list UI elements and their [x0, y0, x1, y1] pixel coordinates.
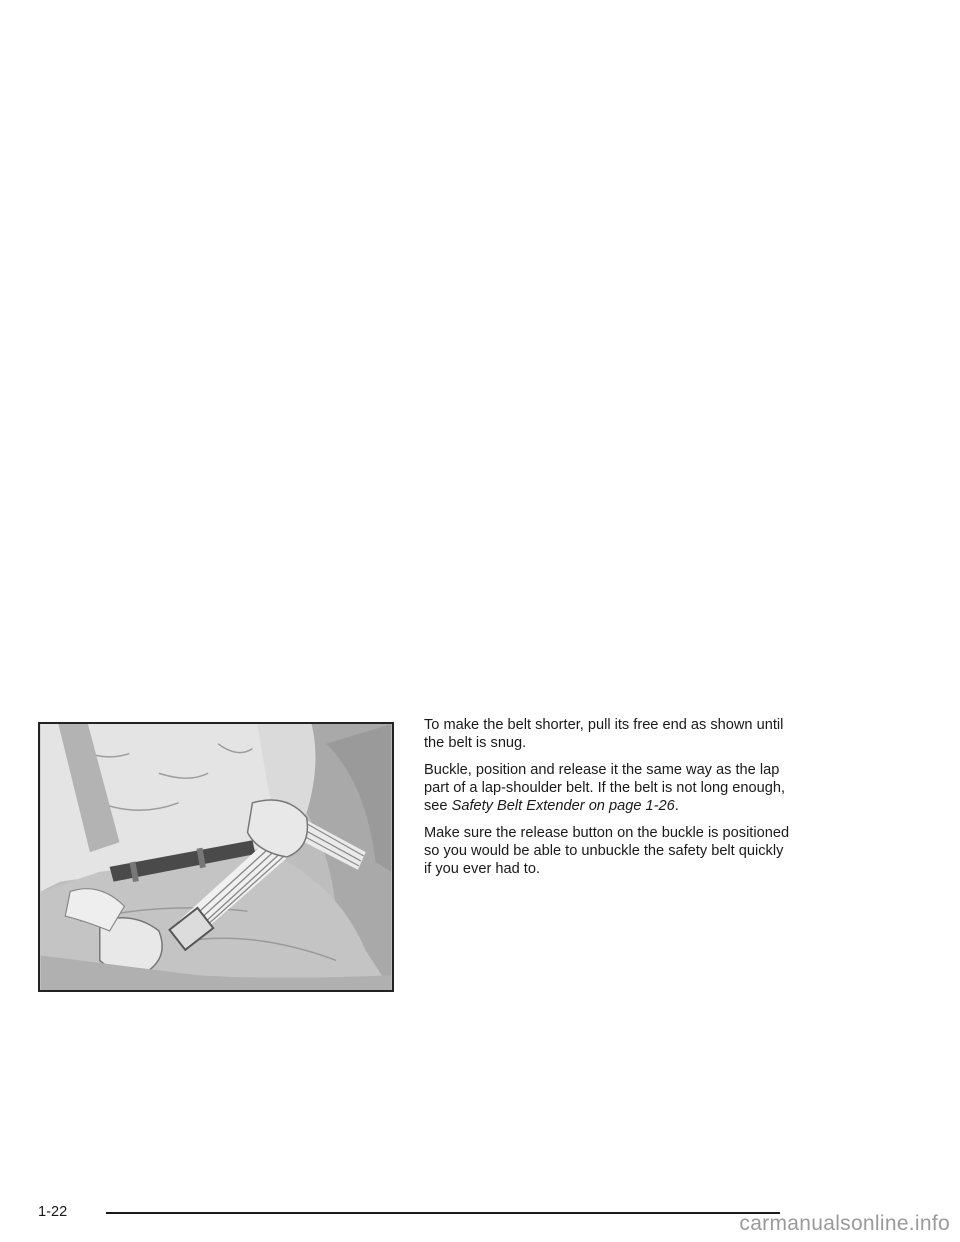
paragraph-buckle-text: Buckle, position and release it the same way as the lap part of a lap-shoulder belt. If the belt is not long enough, see	[424, 762, 786, 814]
watermark: carmanualsonline.info	[739, 1212, 950, 1235]
safety-belt-extender-link[interactable]: Safety Belt Extender on page 1-26	[451, 798, 675, 814]
paragraph-shorten-belt: To make the belt shorter, pull its free end as shown until the belt is snug.	[424, 717, 784, 751]
instruction-text	[424, 716, 794, 887]
page-number: 1-22	[38, 1204, 68, 1220]
seat-belt-drawing	[40, 724, 392, 990]
paragraph-release-button: Make sure the release button on the buckle is positioned so you would be able to unbuckle the safety belt quickly if you ever had to.	[424, 825, 790, 877]
paragraph-buckle-release	[424, 761, 794, 815]
footer-rule	[106, 1212, 780, 1214]
paragraph-buckle-end: .	[674, 798, 679, 814]
seat-belt-illustration	[38, 722, 394, 992]
